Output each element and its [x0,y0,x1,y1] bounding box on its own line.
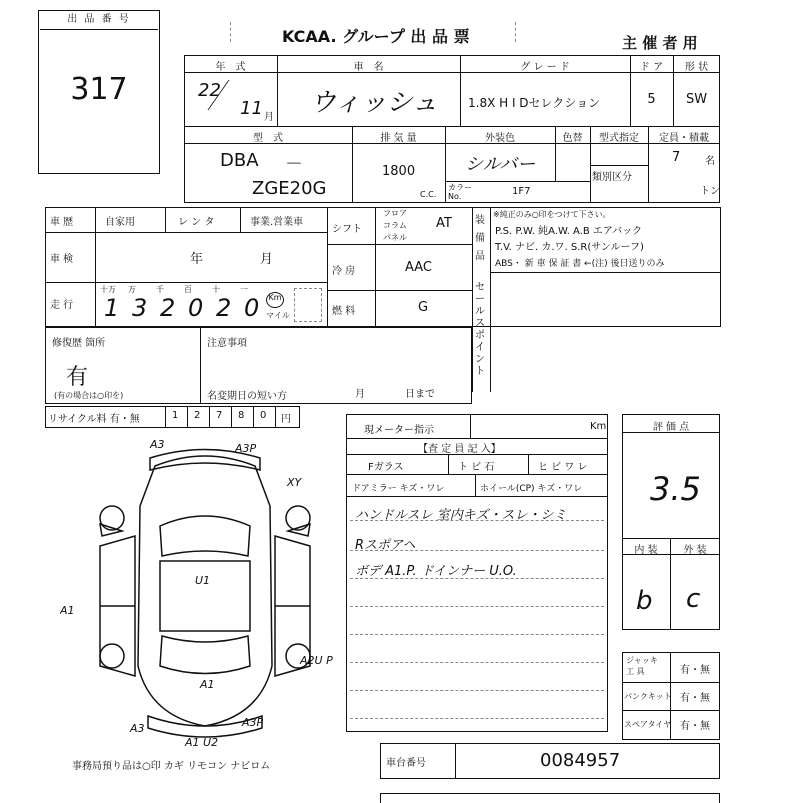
history-rental: レ ン タ [178,217,215,228]
cc-unit: C.C. [420,190,437,199]
inspection-month: 月 [260,252,274,267]
score-label: 評 価 点 [652,422,690,433]
color-change-label: 色替 [562,133,583,144]
recycle-digit-1: 1 [172,410,179,421]
mileage-digit-4: 0 [188,294,204,322]
equipment-line-1: P.S. P.W. 純A.W. A.B エアバック [495,226,643,237]
car-damage-diagram [60,436,350,754]
model-value-1: DBA [220,150,259,171]
shift-column: コラム [383,221,407,230]
class-label: 類別区分 [592,172,632,183]
inspector-note-3: ボデ A1.P. ドインナー U.O. [355,564,517,579]
rename-month: 月 [355,389,365,400]
ac-value: AAC [405,260,432,275]
shape-value: SW [685,92,708,107]
mark-front-right: A3P [235,442,257,455]
month-unit: 月 [264,112,274,123]
interior-value: b [636,586,653,616]
mark-rear-bottom: A1 U2 [185,736,219,749]
unit-10k: 万 [128,285,136,294]
header-mark-right [515,22,516,42]
unit-10: 十 [212,285,220,294]
model-dash: － [285,154,303,175]
rename-label: 名変期日の短い方 [207,391,287,402]
glass-label: Fガラス [368,462,404,473]
inspector-note-2: Rスポアヘ [355,538,416,553]
mileage-digits [98,284,266,324]
car-windshield [160,516,250,556]
mark-rear-right: A3P [242,716,264,729]
meter-unit: Km [590,421,607,432]
wheel-front-right [286,506,310,530]
recycle-unit: 円 [281,414,291,425]
recycle-digit-3: 7 [216,410,223,421]
color-no-value: 1F7 [512,186,531,197]
name-label: 車 名 [353,62,384,73]
organizer-label: 主 催 者 用 [622,34,698,52]
mark-rear: A1 [200,678,215,691]
notice-label: 注意事項 [207,338,247,349]
recycle-digit-4: 8 [238,410,245,421]
spare-yn: 有・無 [680,721,710,732]
puncture-yn: 有・無 [680,693,710,704]
exterior-value: c [686,584,701,614]
month-value: 11 [240,98,263,119]
inspection-label: 車 検 [50,254,74,265]
equipment-note: ※純正のみ○印をつけて下さい。 [493,210,611,219]
mark-right-mirror: XY [287,476,302,489]
recycle-digit-5: 0 [260,410,267,421]
mileage-digit-2: 3 [132,294,148,322]
repair-value: 有 [66,365,89,390]
mile-label: マイル [266,311,290,320]
capacity-value: 7 [672,150,681,165]
interior-label: 内 装 [634,545,658,556]
fuel-value: G [418,300,429,315]
chassis-label: 車台番号 [386,758,426,769]
fuel-label: 燃 料 [332,306,356,317]
type-designation-label: 型式指定 [599,133,639,144]
header-mark-left [230,22,231,42]
car-roof [160,561,250,631]
crack-stone: ト ビ 石 [458,462,495,473]
lot-label: 出 品 番 号 [40,11,158,30]
wheel-rear-left [100,644,124,668]
history-label: 車 歴 [50,217,74,228]
bottom-partial-box [380,793,720,803]
jack-label: ジャッキ 工 具 [626,656,658,676]
wheel-front-left [100,506,124,530]
model-value-2: ZGE20G [252,178,327,199]
recycle-digit-2: 2 [194,410,201,421]
door-label: ド ア [639,62,664,73]
diagram-footer: 事務局預り品は○印 カギ リモコン ナビロム [72,761,271,772]
inspector-label: 【査 定 員 記 入】 [418,444,501,455]
equipment-label: 装 備 品 [475,215,485,262]
spare-label: スペアタイヤ [624,720,672,729]
year-label: 年 式 [215,62,246,73]
unit-1: 一 [240,285,248,294]
shift-value: AT [436,216,452,231]
meter-label: 現メーター指示 [364,425,434,436]
history-business: 事業.営業車 [250,217,304,228]
shape-label: 形 状 [684,62,709,73]
inspector-note-1: ハンドルスレ 室内キズ・スレ・シミ [355,508,567,523]
color-value: シルバー [465,154,536,175]
unit-100: 百 [184,285,192,294]
mark-roof: U1 [195,574,211,587]
door-value: 5 [647,92,656,107]
mark-right-rear: A2U P [300,654,333,667]
sales-point-label: セ ー ル ス ポ イ ン ト [475,282,485,377]
year-value: 22 [198,80,221,101]
color-label: 外装色 [485,133,515,144]
lot-number: 317 [70,72,128,107]
recycle-label: リサイクル料 有・無 [48,414,140,425]
chassis-value: 0084957 [540,750,621,771]
shift-label: シフト [332,224,362,235]
name-value: ウィッシュ [310,88,438,118]
grade-label: グ レ ー ド [520,62,570,73]
mark-front-left: A3 [150,438,165,451]
repair-note: (有の場合は○印を) [54,391,124,400]
displacement-label: 排 気 量 [380,133,417,144]
car-rear-window [160,636,250,674]
mileage-digit-5: 2 [216,294,232,322]
km-label: Km [266,292,284,308]
history-private: 自家用 [105,217,135,228]
repair-label: 修復歴 箇所 [52,338,106,349]
wheel-label: ホイール(CP) キズ・ワレ [480,484,583,494]
rename-day: 日まで [405,389,435,400]
shift-floor: フロア [383,209,407,218]
capacity-unit: 名 [705,156,715,167]
ac-label: 冷 房 [332,266,356,277]
grade-value: 1.8X H I Dセレクション [468,96,601,110]
mileage-unit-box [294,288,322,322]
equipment-line-2: T.V. ナビ. カ.ワ. S.R(サンルーフ) [495,242,644,253]
exterior-label: 外 装 [683,545,707,556]
puncture-label: パンクキット [624,692,672,701]
mileage-digit-3: 2 [160,294,176,322]
shift-panel: パネル [383,233,407,242]
mileage-digit-6: 0 [244,294,260,322]
displacement-value: 1800 [382,164,416,179]
crack-break: ヒ ビ ワ レ [538,462,588,473]
jack-yn: 有・無 [680,665,710,676]
model-label: 型 式 [253,133,283,144]
score-value: 3.5 [650,470,701,508]
color-no-label: カラー No. [448,183,472,201]
form-title: KCAA. グループ 出 品 票 [282,27,470,46]
mileage-digit-1: 1 [104,294,120,322]
mileage-label: 走 行 [50,300,74,311]
load-unit: トン [700,186,720,197]
equipment-line-3: ABS・ 新 車 保 証 書 ←(注) 後日送りのみ [495,259,665,269]
mark-rear-left: A3 [130,722,145,735]
mirror-label: ドアミラー キズ・ワレ [352,484,445,494]
mark-left-side: A1 [60,604,75,617]
unit-100k: 十万 [100,285,116,294]
capacity-label: 定員・積載 [659,133,709,144]
inspection-year: 年 [190,252,204,267]
unit-1k: 千 [156,285,164,294]
